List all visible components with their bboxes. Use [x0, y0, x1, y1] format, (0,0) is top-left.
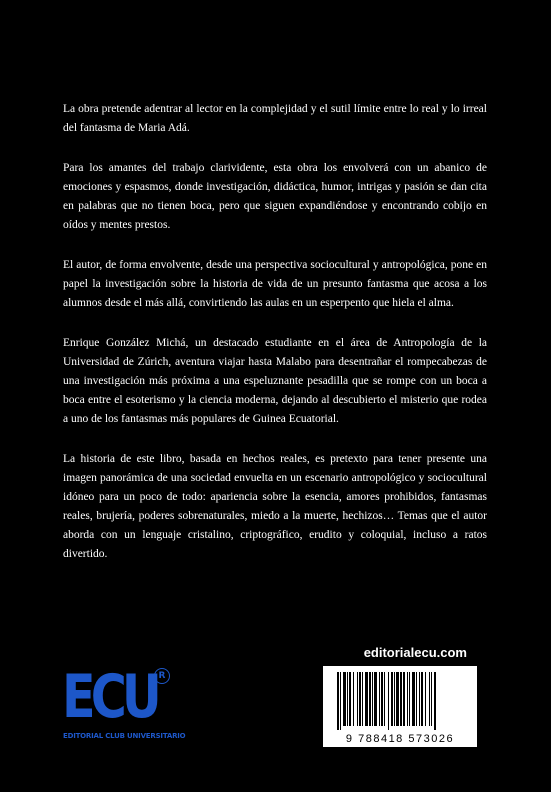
barcode-bar — [396, 672, 399, 726]
barcode-bar — [419, 672, 420, 726]
barcode-bar — [431, 672, 432, 726]
barcode-bar — [384, 672, 385, 726]
blurb-paragraph-3: El autor, de forma envolvente, desde una perspectiva sociocultural y antropológica, pone en papel la investigación sobre la historia de vida de un presunto fantasma que acosa a los alumnos desde el más allá, convirtiendo las aulas en un esperpento que hiela el alma. — [63, 259, 487, 309]
isbn-number: 9 788418 573026 — [345, 733, 455, 745]
barcode-bar — [425, 672, 426, 726]
back-cover-blurb — [63, 100, 487, 585]
blurb-paragraph-4: Enrique González Michá, un destacado estudiante en el área de Antropología de la Universidad de Zúrich, aventura viajar hasta Malabo para desentrañar el rompecabezas de una investigación más próxima a una espeluznante pesadilla que se rompe con un boca a boca entre el esoterismo y la ciencia moderna, dejando al descubierto el misterio que rodea a uno de los fantasmas más populares de Guinea Ecuatorial. — [63, 337, 487, 425]
barcode-bar — [347, 672, 348, 726]
barcode-bar — [416, 672, 417, 726]
barcode-bar — [359, 672, 361, 726]
barcode-bar — [407, 672, 408, 726]
logo-subtitle: EDITORIAL CLUB UNIVERSITARIO — [63, 732, 186, 740]
barcode-bar — [409, 672, 410, 726]
blurb-paragraph-1: La obra pretende adentrar al lector en la complejidad y el sutil límite entre lo real y lo irreal del fantasma de Maria Adá. — [63, 103, 487, 134]
barcode-bar — [365, 672, 368, 726]
registered-mark-icon: R — [154, 668, 170, 684]
barcode-bar — [434, 672, 436, 730]
barcode-bars-icon — [323, 666, 477, 732]
barcode-bar — [357, 672, 358, 726]
barcode-bar — [340, 672, 341, 730]
barcode-bar — [388, 672, 389, 730]
blurb-paragraph-2: Para los amantes del trabajo clarividente, esta obra los envolverá con un abanico de emociones y espasmos, donde investigación, didáctica, humor, intrigas y pasión se dan cita en palabras que no tienen boca, pero que siguen expandiéndose y encontrando cobijo en oídos y mentes prestos. — [63, 162, 487, 231]
barcode-bar — [394, 672, 395, 726]
barcode-bar — [374, 672, 377, 726]
barcode-bar — [369, 672, 371, 726]
barcode-bar — [337, 672, 339, 730]
barcode-bar — [362, 672, 363, 726]
barcode-bar — [343, 672, 346, 726]
barcode-bar — [429, 672, 430, 726]
barcode-bar — [372, 672, 373, 726]
blurb-paragraph-5: La historia de este libro, basada en hechos reales, es pretexto para tener presente una imagen panorámica de una sociedad envuelta en un escenario antropológico y sociocultural idóneo para un poco de todo: apariencia sobre la esencia, amores prohibidos, fantasmas reales, brujería, poderes sobrenaturales, miedo a la muerte, hechizos… Temas que el autor aborda con un lenguaje cristalino, criptográfico, erudito y coloquial, incluso a ratos divertido. — [63, 453, 487, 560]
isbn-barcode — [323, 666, 477, 747]
logo-wordmark: ECU — [62, 662, 157, 732]
barcode-bar — [391, 672, 393, 726]
publisher-website[interactable]: editorialecu.com — [363, 645, 467, 660]
barcode-bar — [412, 672, 415, 726]
barcode-bar — [421, 672, 423, 726]
barcode-bar — [381, 672, 383, 726]
barcode-bar — [403, 672, 405, 726]
barcode-bar — [353, 672, 354, 726]
barcode-bar — [379, 672, 380, 726]
barcode-bar — [349, 672, 351, 726]
publisher-logo — [62, 662, 186, 746]
barcode-bar — [400, 672, 402, 726]
